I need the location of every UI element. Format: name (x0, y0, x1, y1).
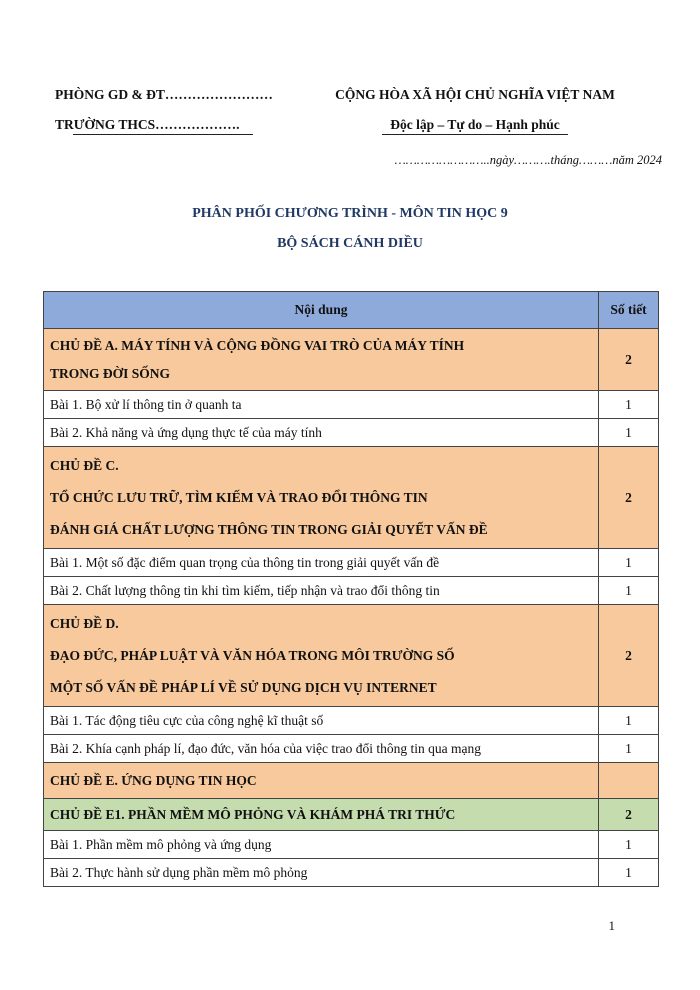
topic-d-periods: 2 (599, 605, 659, 707)
topic-a-title: CHỦ ĐỀ A. MÁY TÍNH VÀ CỘNG ĐỒNG VAI TRÒ CỦA MÁY TÍNH TRONG ĐỜI SỐNG (44, 329, 599, 391)
table-row (44, 577, 659, 605)
lesson-periods: 1 (599, 391, 659, 419)
curriculum-table (43, 291, 659, 887)
topic-e1-title: CHỦ ĐỀ E1. PHẦN MỀM MÔ PHỎNG VÀ KHÁM PHÁ TRI THỨC (44, 799, 599, 831)
lesson-periods: 1 (599, 707, 659, 735)
topic-a-periods: 2 (599, 329, 659, 391)
lesson-periods: 1 (599, 577, 659, 605)
table-row (44, 859, 659, 887)
topic-d-title: CHỦ ĐỀ D. ĐẠO ĐỨC, PHÁP LUẬT VÀ VĂN HÓA TRONG MÔI TRƯỜNG SỐ MỘT SỐ VẤN ĐỀ PHÁP LÍ VỀ SỬ DỤNG DỊCH VỤ INTERNET (44, 605, 599, 707)
content-column-header: Nội dung (44, 292, 599, 329)
table-row (44, 735, 659, 763)
lesson-name: Bài 1. Tác động tiêu cực của công nghệ kĩ thuật số (44, 707, 599, 735)
topic-c-row (44, 447, 659, 549)
motto: Độc lập – Tự do – Hạnh phúc (390, 117, 560, 132)
topic-e1-periods: 2 (599, 799, 659, 831)
date-line: ……………………..ngày……….tháng………năm 2024 (394, 153, 662, 167)
lesson-name: Bài 2. Khía cạnh pháp lí, đạo đức, văn hóa của việc trao đổi thông tin qua mạng (44, 735, 599, 763)
table-row (44, 831, 659, 859)
document-title: PHÂN PHỐI CHƯƠNG TRÌNH - MÔN TIN HỌC 9 (192, 206, 508, 221)
table-row (44, 549, 659, 577)
lesson-periods: 1 (599, 419, 659, 447)
national-motto-header (320, 86, 630, 146)
table-header-row (44, 292, 659, 329)
department-line: PHÒNG GD & ĐT…………………… (55, 87, 273, 102)
topic-e-periods (599, 763, 659, 799)
lesson-name: Bài 1. Bộ xử lí thông tin ở quanh ta (44, 391, 599, 419)
lesson-name: Bài 1. Phần mềm mô phỏng và ứng dụng (44, 831, 599, 859)
lesson-name: Bài 2. Khả năng và ứng dụng thực tế của máy tính (44, 419, 599, 447)
motto-underline (382, 134, 568, 135)
table-row (44, 391, 659, 419)
department-school-header (55, 86, 305, 146)
periods-column-header: Số tiết (599, 292, 659, 329)
republic-name: CỘNG HÒA XÃ HỘI CHỦ NGHĨA VIỆT NAM (335, 87, 615, 102)
topic-c-title: CHỦ ĐỀ C. TỔ CHỨC LƯU TRỮ, TÌM KIẾM VÀ TRAO ĐỔI THÔNG TIN ĐÁNH GIÁ CHẤT LƯỢNG THÔNG TIN TRONG GIẢI QUYẾT VẤN ĐỀ (44, 447, 599, 549)
topic-a-row (44, 329, 659, 391)
topic-c-periods: 2 (599, 447, 659, 549)
lesson-name: Bài 1. Một số đặc điểm quan trọng của thông tin trong giải quyết vấn đề (44, 549, 599, 577)
lesson-periods: 1 (599, 735, 659, 763)
topic-e-title: CHỦ ĐỀ E. ỨNG DỤNG TIN HỌC (44, 763, 599, 799)
lesson-name: Bài 2. Chất lượng thông tin khi tìm kiếm, tiếp nhận và trao đổi thông tin (44, 577, 599, 605)
school-underline (73, 134, 253, 135)
lesson-periods: 1 (599, 831, 659, 859)
document-subtitle: BỘ SÁCH CÁNH DIỀU (277, 236, 423, 251)
lesson-periods: 1 (599, 859, 659, 887)
lesson-name: Bài 2. Thực hành sử dụng phần mềm mô phỏng (44, 859, 599, 887)
topic-d-row (44, 605, 659, 707)
school-line: TRƯỜNG THCS………………. (55, 117, 240, 132)
table-row (44, 707, 659, 735)
table-row (44, 419, 659, 447)
lesson-periods: 1 (599, 549, 659, 577)
topic-e1-row (44, 799, 659, 831)
page-number: 1 (608, 918, 615, 933)
topic-e-row (44, 763, 659, 799)
